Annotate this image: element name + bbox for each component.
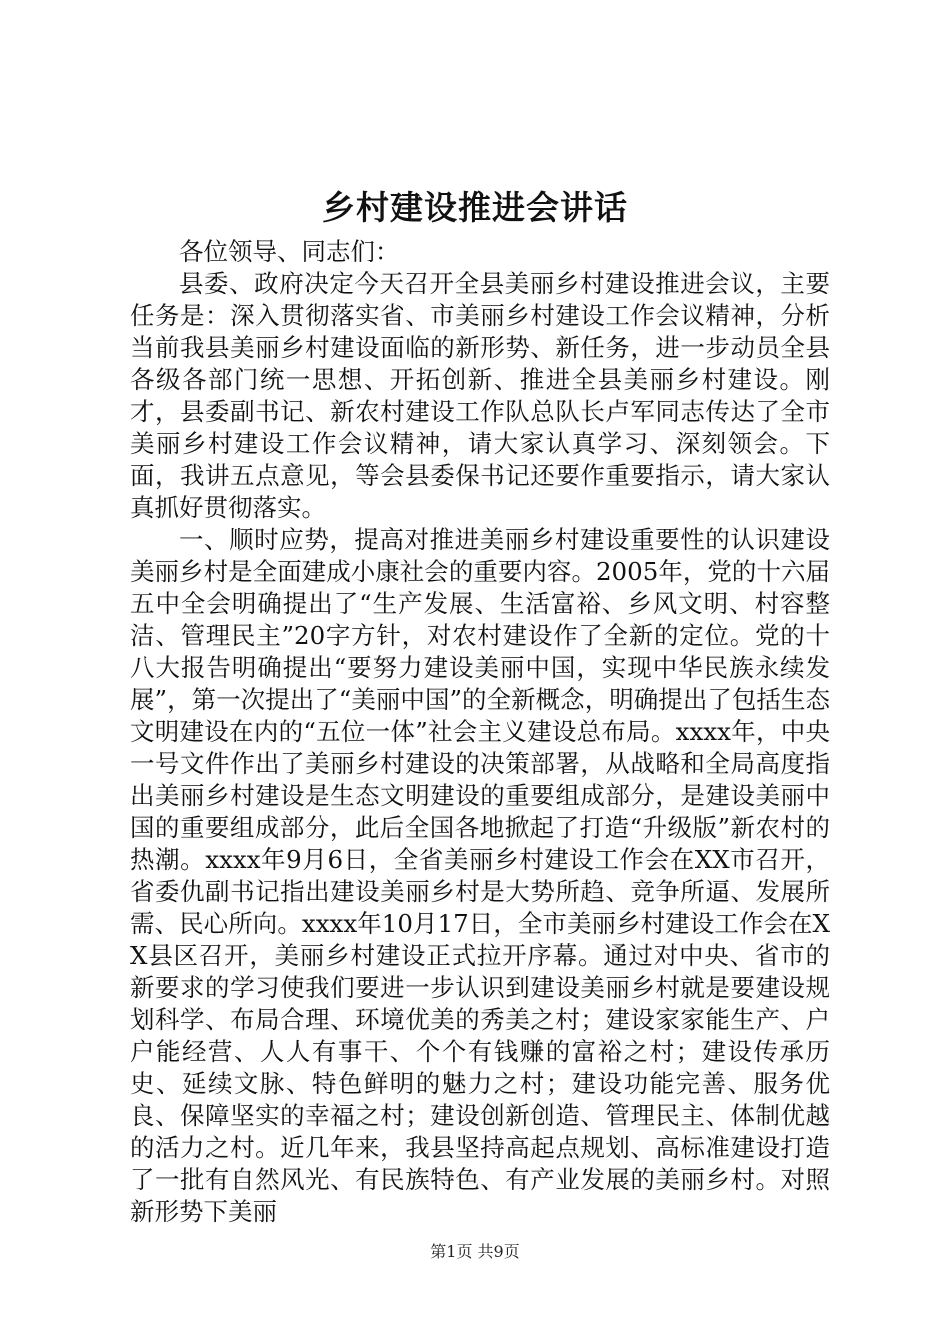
- intro-paragraph: 县委、政府决定今天召开全县美丽乡村建设推进会议，主要任务是：深入贯彻落实省、市美丽乡村建设工作会议精神，分析当前我县美丽乡村建设面临的新形势、新任务，进一步动员全县各级各部门统一思想、开拓创新、推进全县美丽乡村建设。刚才，县委副书记、新农村建设工作队总队长卢军同志传达了全市美丽乡村建设工作会议精神，请大家认真学习、深刻领会。下面，我讲五点意见，等会县委保书记还要作重要指示，请大家认真抓好贯彻落实。: [130, 269, 830, 522]
- document-title: 乡村建设推进会讲话: [322, 188, 628, 227]
- salutation-paragraph: 各位领导、同志们：: [179, 237, 400, 266]
- section-one-paragraph: 一、顺时应势，提高对推进美丽乡村建设重要性的认识建设美丽乡村是全面建成小康社会的重要内容。2005年，党的十六届五中全会明确提出了“生产发展、生活富裕、乡风文明、村容整洁、管理民主”20字方针，对农村建设作了全新的定位。党的十八大报告明确提出“要努力建设美丽中国，实现中华民族永续发展”，第一次提出了“美丽中国”的全新概念，明确提出了包括生态文明建设在内的“五位一体”社会主义建设总布局。xxxx年，中央一号文件作出了美丽乡村建设的决策部署，从战略和全局高度指出美丽乡村建设是生态文明建设的重要组成部分，是建设美丽中国的重要组成部分，此后全国各地掀起了打造“升级版”新农村的热潮。xxxx年9月6日，全省美丽乡村建设工作会在XX市召开，省委仇副书记指出建设美丽乡村是大势所趋、竞争所逼、发展所需、民心所向。xxxx年10月17日，全市美丽乡村建设工作会在XX县区召开，美丽乡村建设正式拉开序幕。通过对中央、省市的新要求的学习使我们要进一步认识到建设美丽乡村就是要建设规划科学、布局合理、环境优美的秀美之村；建设家家能生产、户户能经营、人人有事干、个个有钱赚的富裕之村；建设传承历史、延续文脉、特色鲜明的魅力之村；建设功能完善、服务优良、保障坚实的幸福之村；建设创新创造、管理民主、体制优越的活力之村。近几年来，我县坚持高起点规划、高标准建设打造了一批有自然风光、有民族特色、有产业发展的美丽乡村。对照新形势下美丽: [130, 525, 830, 1226]
- page-number-footer: 第1页 共9页: [430, 1242, 520, 1261]
- document-body: [130, 236, 830, 1228]
